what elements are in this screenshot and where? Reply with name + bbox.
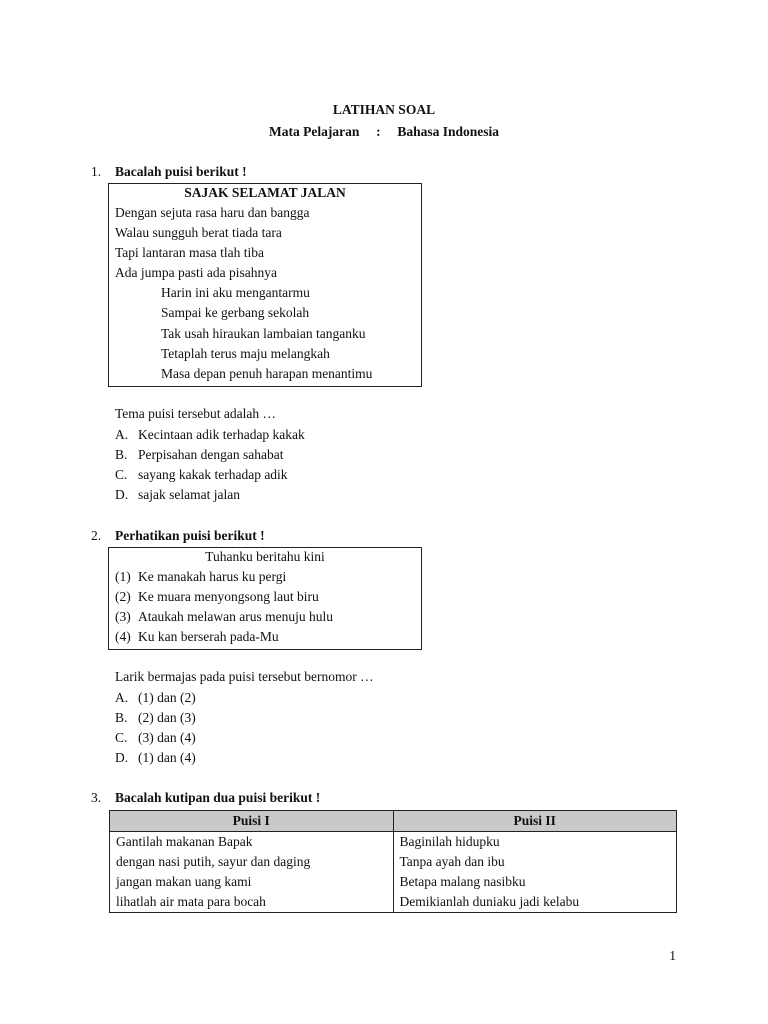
page-title: LATIHAN SOAL	[332, 102, 436, 117]
poem-line: Ke manakah harus ku pergi	[138, 569, 287, 584]
table-cell: jangan makan uang kami	[110, 872, 394, 892]
poem-line: Ku kan berserah pada-Mu	[138, 629, 279, 644]
question-heading: Perhatikan puisi berikut !	[115, 528, 265, 543]
poem-line: Masa depan penuh harapan menantimu	[161, 366, 373, 381]
poem-line: Ataukah melawan arus menuju hulu	[138, 609, 333, 624]
table-row	[110, 892, 677, 913]
page-number: 1	[669, 948, 676, 963]
option-letter: D.	[115, 487, 129, 502]
option-text: (3) dan (4)	[138, 730, 196, 745]
option-text: (1) dan (4)	[138, 750, 196, 765]
option-text: (1) dan (2)	[138, 690, 196, 705]
subject-label: Mata Pelajaran	[268, 124, 360, 139]
poem-line-number: (1)	[115, 569, 131, 584]
option-letter: B.	[115, 447, 128, 462]
subject-value: Bahasa Indonesia	[397, 124, 500, 139]
subject-separator: :	[376, 124, 381, 139]
table-header-row	[110, 811, 677, 832]
poem-line: Ada jumpa pasti ada pisahnya	[115, 265, 277, 280]
poem-line: Dengan sejuta rasa haru dan bangga	[115, 205, 310, 220]
question-prompt: Tema puisi tersebut adalah …	[115, 406, 277, 421]
option-text: (2) dan (3)	[138, 710, 196, 725]
poem-line: Tapi lantaran masa tlah tiba	[115, 245, 264, 260]
table-cell: Betapa malang nasibku	[393, 872, 677, 892]
poem-line: Sampai ke gerbang sekolah	[161, 305, 310, 320]
poem-line: Tak usah hiraukan lambaian tanganku	[161, 326, 366, 341]
table-row	[110, 852, 677, 872]
option-letter: D.	[115, 750, 129, 765]
table-cell: dengan nasi putih, sayur dan daging	[110, 852, 394, 872]
subject-row	[0, 124, 768, 140]
poem-line-number: (2)	[115, 589, 131, 604]
table-row	[110, 872, 677, 892]
question-number: 1.	[91, 164, 102, 179]
option-text: sayang kakak terhadap adik	[138, 467, 288, 482]
table-cell: Demikianlah duniaku jadi kelabu	[393, 892, 677, 913]
option-letter: A.	[115, 690, 129, 705]
option-letter: C.	[115, 730, 128, 745]
option-text: sajak selamat jalan	[138, 487, 240, 502]
table-cell: lihatlah air mata para bocah	[110, 892, 394, 913]
table-cell: Tanpa ayah dan ibu	[393, 852, 677, 872]
poem-comparison-table	[109, 810, 677, 913]
column-header: Puisi I	[110, 811, 394, 832]
poem-box	[108, 547, 422, 650]
question-heading: Bacalah kutipan dua puisi berikut !	[115, 790, 321, 805]
question-prompt: Larik bermajas pada puisi tersebut bernomor …	[115, 669, 374, 684]
poem-line-number: (4)	[115, 629, 131, 644]
option-letter: B.	[115, 710, 128, 725]
poem-title: SAJAK SELAMAT JALAN	[184, 185, 346, 200]
question-number: 2.	[91, 528, 102, 543]
option-text: Kecintaan adik terhadap kakak	[138, 427, 305, 442]
question-heading: Bacalah puisi berikut !	[115, 164, 247, 179]
poem-line: Harin ini aku mengantarmu	[161, 285, 310, 300]
poem-line: Walau sungguh berat tiada tara	[115, 225, 282, 240]
option-text: Perpisahan dengan sahabat	[138, 447, 284, 462]
poem-title: Tuhanku beritahu kini	[205, 549, 325, 564]
option-letter: A.	[115, 427, 129, 442]
question-number: 3.	[91, 790, 102, 805]
poem-line: Tetaplah terus maju melangkah	[161, 346, 330, 361]
poem-box	[108, 183, 422, 387]
poem-line-number: (3)	[115, 609, 131, 624]
poem-line: Ke muara menyongsong laut biru	[138, 589, 319, 604]
column-header: Puisi II	[393, 811, 677, 832]
table-cell: Baginilah hidupku	[393, 832, 677, 853]
table-cell: Gantilah makanan Bapak	[110, 832, 394, 853]
option-letter: C.	[115, 467, 128, 482]
table-row	[110, 832, 677, 853]
